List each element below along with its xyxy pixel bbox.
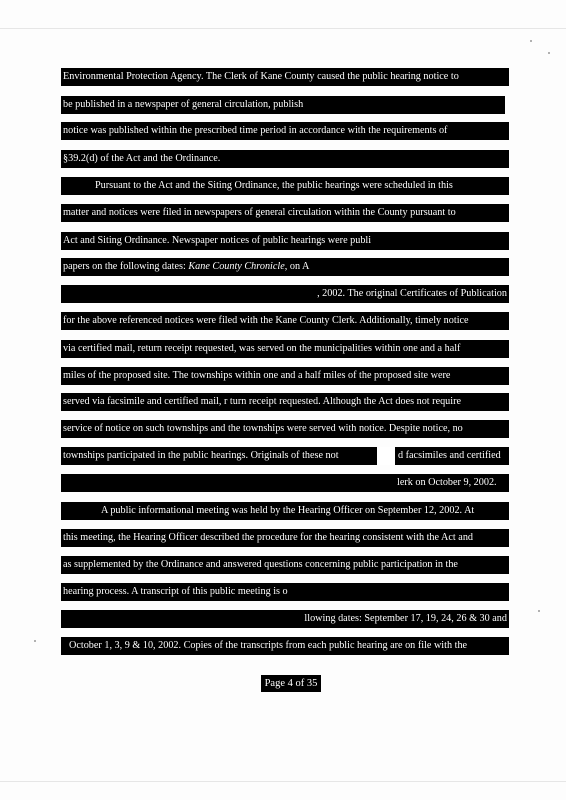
text-line-10: for the above referenced notices were filed with the Kane County Clerk. Additionally, timely notice — [61, 312, 509, 330]
text-line-21: llowing dates: September 17, 19, 24, 26 & 30 and — [61, 610, 509, 628]
scan-speck — [548, 52, 550, 54]
scan-speck — [538, 610, 540, 612]
text-line-14: service of notice on such townships and the townships were served with notice. Despite notice, no — [61, 420, 509, 438]
text-line-16: lerk on October 9, 2002. — [61, 474, 509, 492]
text-line-15-start: townships participated in the public hearings. Originals of these not — [63, 450, 339, 461]
text-line-4: §39.2(d) of the Act and the Ordinance. — [61, 150, 509, 168]
text-line-5: Pursuant to the Act and the Siting Ordinance, the public hearings were scheduled in this — [61, 177, 509, 195]
text-line-18: this meeting, the Hearing Officer described the procedure for the hearing consistent with the Act and — [61, 529, 509, 547]
text-line-8-end: , on A — [284, 261, 310, 272]
scan-edge-top — [0, 28, 566, 29]
scan-speck — [34, 640, 36, 642]
text-line-8-start: papers on the following dates: — [63, 261, 189, 272]
newspaper-name: Kane County Chronicle — [188, 261, 285, 272]
text-line-15 — [61, 447, 509, 465]
text-line-19: as supplemented by the Ordinance and answered questions concerning public participation in the — [61, 556, 509, 574]
text-line-15-end: d facsimiles and certified — [398, 450, 501, 461]
text-line-1: Environmental Protection Agency. The Clerk of Kane County caused the public hearing notice to — [61, 68, 509, 86]
text-line-20: hearing process. A transcript of this public meeting is o — [61, 583, 509, 601]
text-line-13: served via facsimile and certified mail, r turn receipt requested. Although the Act does not require — [61, 393, 509, 411]
text-line-2: be published in a newspaper of general circulation, publish — [61, 96, 505, 114]
text-line-3: notice was published within the prescribed time period in accordance with the requirements of — [61, 122, 509, 140]
text-gap — [377, 447, 395, 465]
text-line-8 — [61, 258, 509, 276]
scan-edge-bottom — [0, 781, 566, 782]
text-line-22: October 1, 3, 9 & 10, 2002. Copies of the transcripts from each public hearing are on file with the — [61, 637, 509, 655]
text-line-9: , 2002. The original Certificates of Publication — [61, 285, 509, 303]
page-number: Page 4 of 35 — [261, 675, 321, 692]
text-line-17: A public informational meeting was held by the Hearing Officer on September 12, 2002. At — [61, 502, 509, 520]
scan-speck — [530, 40, 532, 42]
text-line-11: via certified mail, return receipt requested, was served on the municipalities within one and a half — [61, 340, 509, 358]
text-line-6: matter and notices were filed in newspapers of general circulation within the County pursuant to — [61, 204, 509, 222]
text-line-12: miles of the proposed site. The townships within one and a half miles of the proposed site were — [61, 367, 509, 385]
text-line-7: Act and Siting Ordinance. Newspaper notices of public hearings were publi — [61, 232, 509, 250]
